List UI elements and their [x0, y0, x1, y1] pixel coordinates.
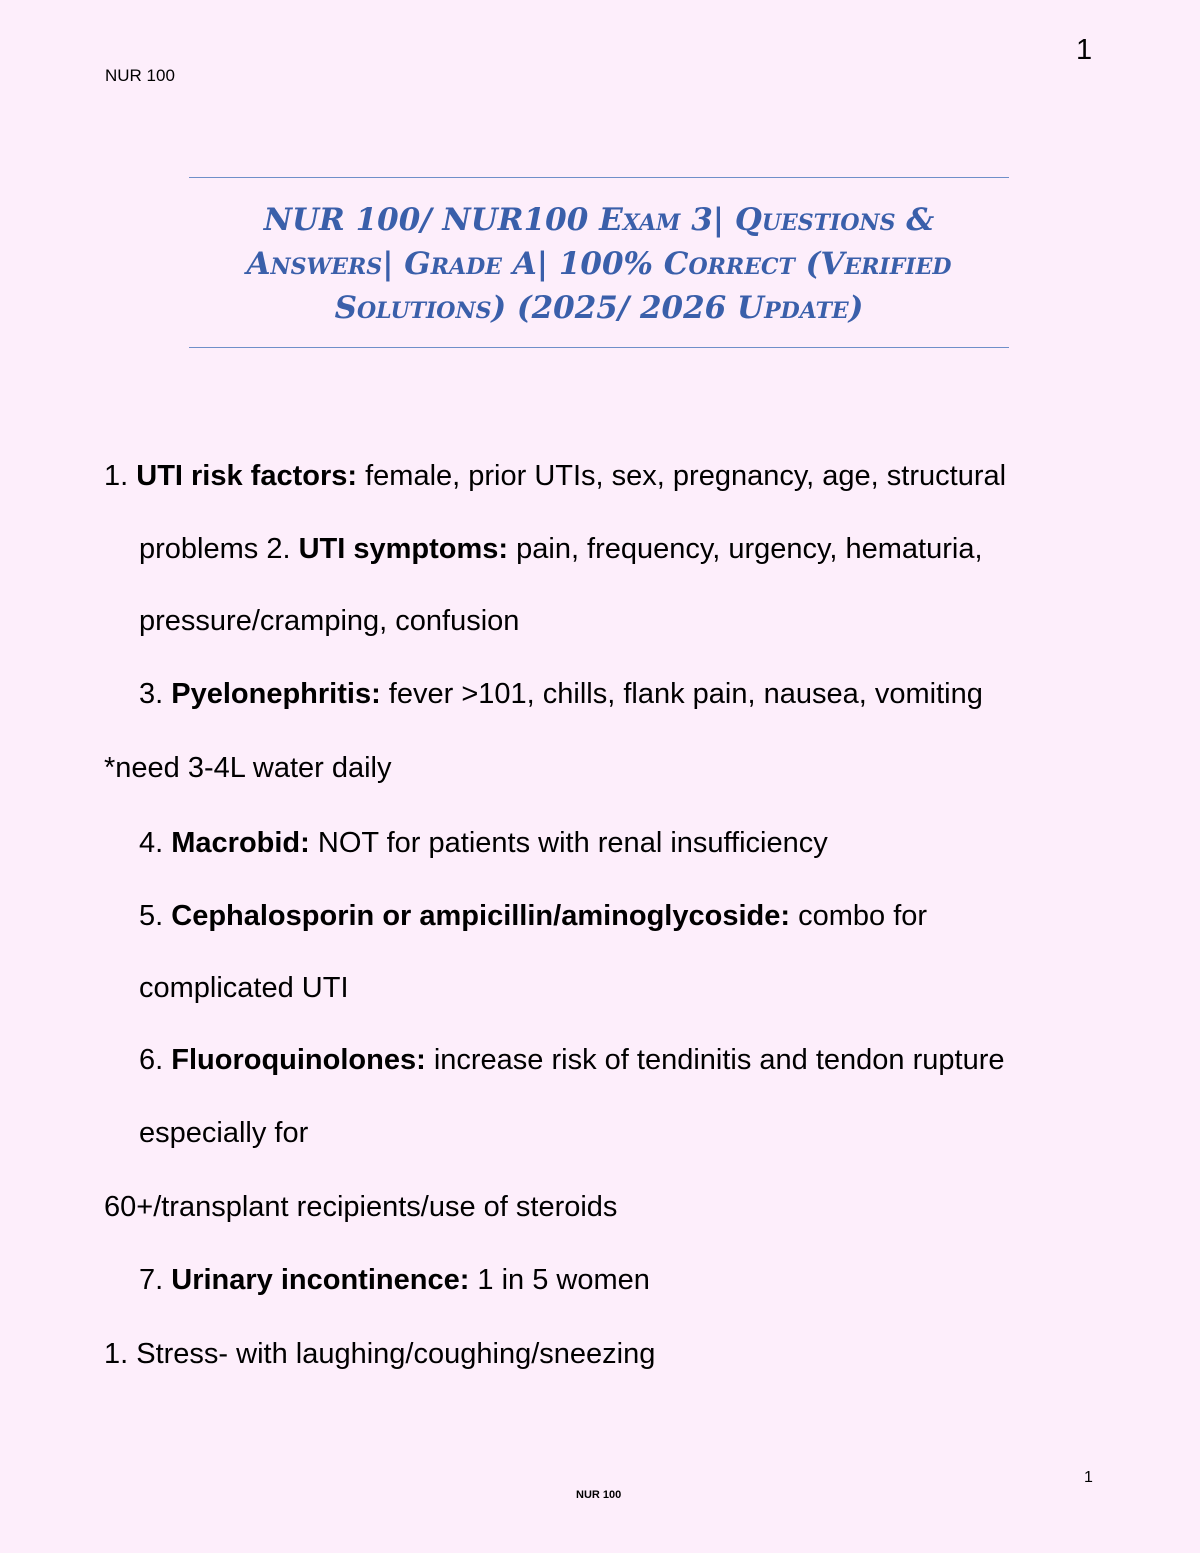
- item-text: 1. Stress- with laughing/coughing/sneezing: [104, 1338, 656, 1370]
- item-text: complicated UTI: [139, 972, 349, 1004]
- list-item: [139, 827, 828, 860]
- header-page-number: 1: [1076, 34, 1093, 66]
- item-text: female, prior UTIs, sex, pregnancy, age, structural: [357, 460, 1007, 492]
- item-text: 60+/transplant recipients/use of steroids: [104, 1191, 618, 1223]
- item-text: 1 in 5 women: [469, 1264, 650, 1296]
- footer-page-number: 1: [1084, 1469, 1093, 1486]
- item-term: Urinary incontinence:: [171, 1264, 470, 1296]
- item-prefix: 7.: [139, 1264, 172, 1296]
- list-item: [139, 1264, 650, 1297]
- item-text: NOT for patients with renal insufficiency: [309, 827, 828, 859]
- title-bottom-rule: [189, 347, 1009, 348]
- item-term: UTI risk factors:: [136, 460, 358, 492]
- footer-course-label: NUR 100: [576, 1489, 622, 1501]
- list-item: [139, 1117, 308, 1150]
- list-item: [139, 900, 927, 933]
- item-prefix: problems 2.: [139, 533, 299, 565]
- item-text: increase risk of tendinitis and tendon rupture: [425, 1044, 1005, 1076]
- list-item: [139, 678, 983, 711]
- header-course-label: NUR 100: [105, 66, 175, 85]
- item-text: fever >101, chills, flank pain, nausea, vomiting: [380, 678, 983, 710]
- item-text: *need 3-4L water daily: [104, 752, 392, 784]
- title-top-rule: [189, 177, 1009, 178]
- item-term: Macrobid:: [171, 827, 310, 859]
- item-term: Fluoroquinolones:: [171, 1044, 426, 1076]
- list-item: [139, 1044, 1005, 1077]
- item-text: combo for: [790, 900, 928, 932]
- list-item: [139, 605, 519, 638]
- item-text: pain, frequency, urgency, hematuria,: [508, 533, 983, 565]
- list-item: [104, 752, 392, 785]
- item-term: Pyelonephritis:: [171, 678, 381, 710]
- item-text: especially for: [139, 1117, 309, 1149]
- item-prefix: 5.: [139, 900, 172, 932]
- item-prefix: 1.: [104, 460, 137, 492]
- item-prefix: 6.: [139, 1044, 172, 1076]
- list-item: [139, 972, 349, 1005]
- document-title: NUR 100/ NUR100 Exam 3| Questions & Answers| Grade A| 100% Correct (Verified Solutions) (2025/ 2026 Update): [246, 202, 952, 326]
- item-text: pressure/cramping, confusion: [139, 605, 520, 637]
- list-item: [104, 460, 1006, 493]
- item-prefix: 4.: [139, 827, 172, 859]
- list-item: [139, 533, 983, 566]
- list-item: [104, 1191, 617, 1224]
- item-term: Cephalosporin or ampicillin/aminoglycoside:: [171, 900, 791, 932]
- item-prefix: 3.: [139, 678, 172, 710]
- item-term: UTI symptoms:: [298, 533, 509, 565]
- list-item: [104, 1338, 655, 1371]
